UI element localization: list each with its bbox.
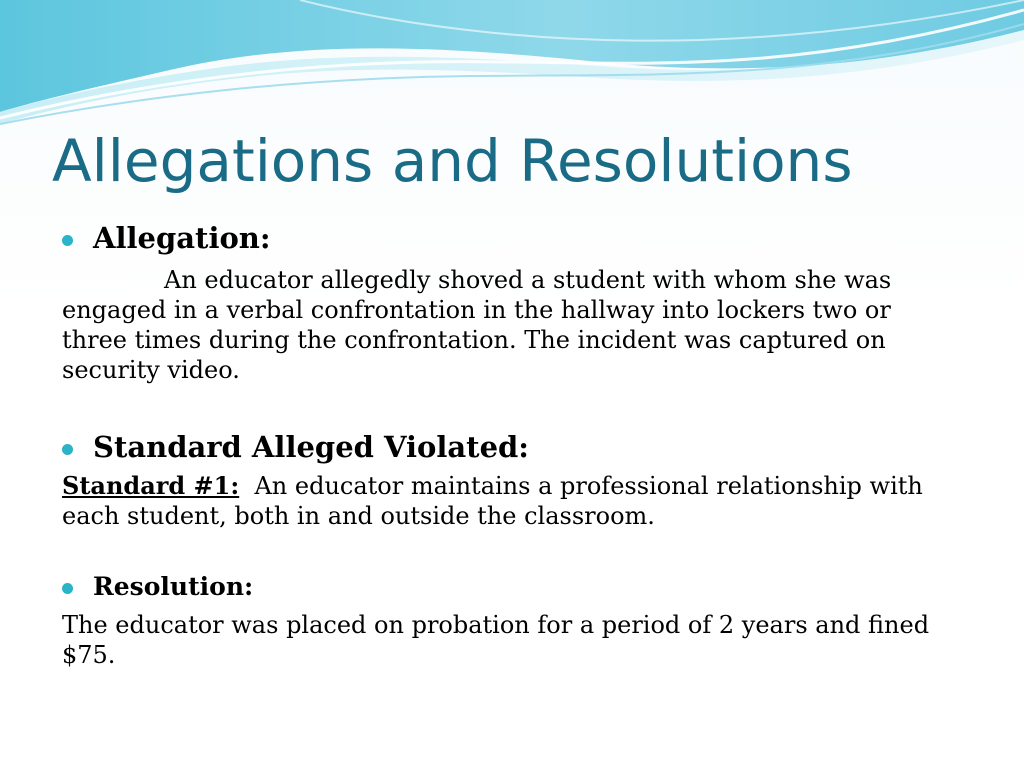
standard-heading: Standard Alleged Violated: bbox=[93, 429, 530, 464]
standard-body bbox=[62, 471, 962, 531]
allegation-text: An educator allegedly shoved a student with whom she was engaged in a verbal confrontation in the hallway into lockers two or three times during the confrontation. The incident was captured on security video. bbox=[62, 265, 892, 384]
header-wave-decoration bbox=[0, 0, 1024, 130]
bullet-dot-icon bbox=[62, 583, 73, 594]
slide-title: Allegations and Resolutions bbox=[52, 127, 853, 195]
bullet-dot-icon bbox=[62, 444, 73, 455]
resolution-bullet bbox=[62, 571, 962, 604]
allegation-bullet bbox=[62, 220, 962, 258]
allegation-body bbox=[62, 265, 962, 385]
standard-bullet bbox=[62, 429, 962, 467]
bullet-dot-icon bbox=[62, 235, 73, 246]
slide-content bbox=[62, 220, 962, 670]
resolution-body: The educator was placed on probation for a period of 2 years and fined $75. bbox=[62, 610, 930, 669]
resolution-heading: Resolution: bbox=[93, 572, 254, 602]
standard-label: Standard #1: bbox=[62, 471, 240, 501]
standard-text: An educator maintains a professional relationship with each student, both in and outside the classroom. bbox=[62, 472, 923, 531]
allegation-heading: Allegation: bbox=[93, 221, 271, 255]
